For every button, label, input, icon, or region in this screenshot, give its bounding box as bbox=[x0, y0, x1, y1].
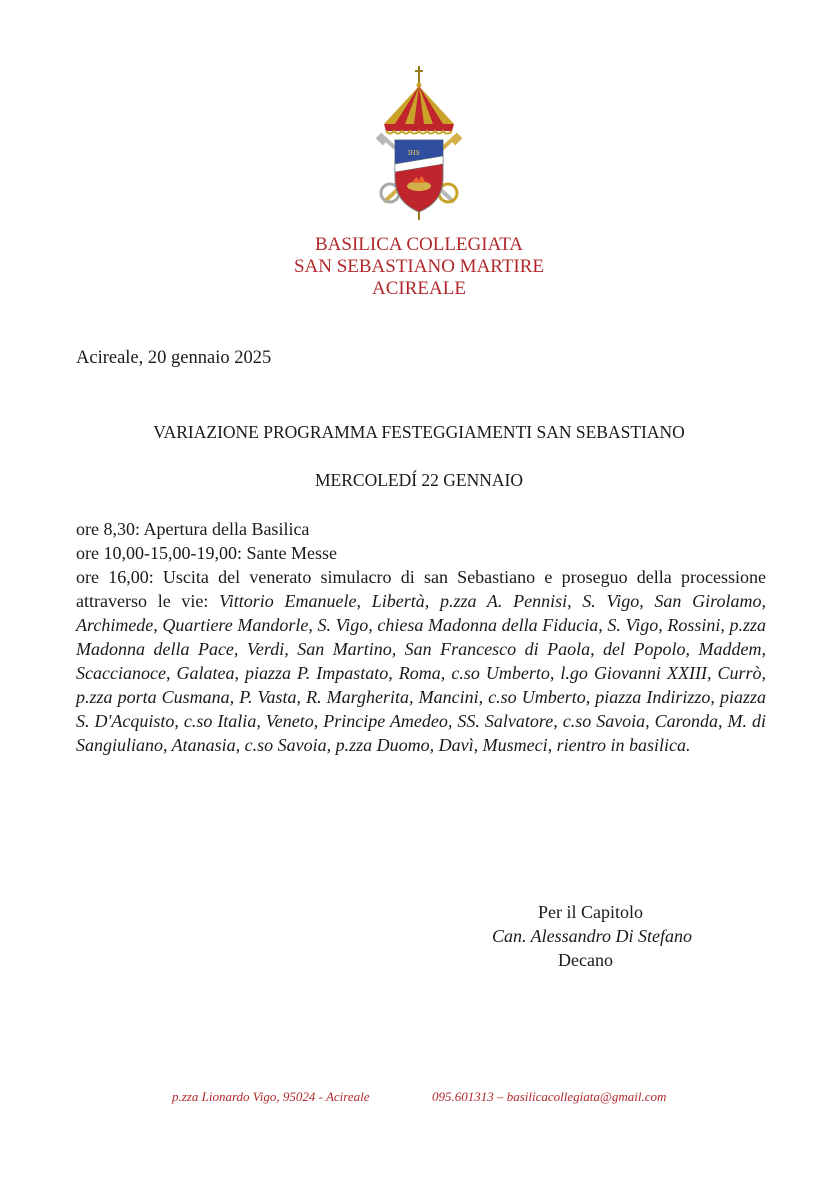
letter-subtitle: MERCOLEDÍ 22 GENNAIO bbox=[314, 470, 524, 490]
footer-contact: 095.601313 – basilicacollegiata@gmail.com bbox=[432, 1089, 667, 1104]
schedule bbox=[76, 517, 766, 757]
procession-route: Vittorio Emanuele, Libertà, p.zza A. Pennisi, S. Vigo, San Girolamo, Archimede, Quartiere Mandorle, S. Vigo, chiesa Madonna della Fiducia, S. Vigo, Rossini, p.zza Madonna della Pace, Verdi, San Martino, San Francesco di Paola, del Popolo, Maddem, Scaccianoce, Galatea, piazza P. Impastato, Roma, c.so Umberto, l.go Giovanni XXIII, Currò, p.zza porta Cusmana, P. Vasta, R. Margherita, Mancini, c.so Umberto, piazza Indirizzo, piazza S. D'Acquisto, c.so Italia, Veneto, Principe Amedeo, SS. Salvatore, c.so Savoia, Caronda, M. di Sangiuliano, Atanasia, c.so Savoia, p.zza Duomo, Davì, Musmeci, rientro in basilica. bbox=[76, 591, 766, 755]
schedule-item-masses: ore 10,00-15,00-19,00: Sante Messe bbox=[76, 543, 337, 563]
footer-address: p.zza Lionardo Vigo, 95024 - Acireale bbox=[172, 1089, 370, 1104]
schedule-item-procession bbox=[76, 565, 766, 757]
letter-date: Acireale, 20 gennaio 2025 bbox=[76, 348, 272, 368]
signature-block bbox=[480, 900, 720, 972]
letter-title: VARIAZIONE PROGRAMMA FESTEGGIAMENTI SAN SEBASTIANO bbox=[153, 422, 685, 442]
schedule-item-opening: ore 8,30: Apertura della Basilica bbox=[76, 519, 310, 539]
header-line-3: ACIREALE bbox=[372, 278, 466, 299]
svg-text:IHS: IHS bbox=[408, 150, 420, 157]
signature-name: Can. Alessandro Di Stefano bbox=[492, 926, 693, 946]
signature-role: Decano bbox=[558, 950, 613, 970]
basilica-header bbox=[0, 234, 838, 300]
basilica-crest-icon bbox=[370, 64, 468, 220]
procession-intro: ore 16,00: Uscita del venerato simulacro di san Sebastiano e proseguo della processione attraverso le vie: bbox=[76, 567, 766, 611]
header-line-1: BASILICA COLLEGIATA bbox=[315, 234, 523, 255]
header-line-2: SAN SEBASTIANO MARTIRE bbox=[293, 256, 545, 277]
signature-line-1: Per il Capitolo bbox=[538, 902, 643, 922]
